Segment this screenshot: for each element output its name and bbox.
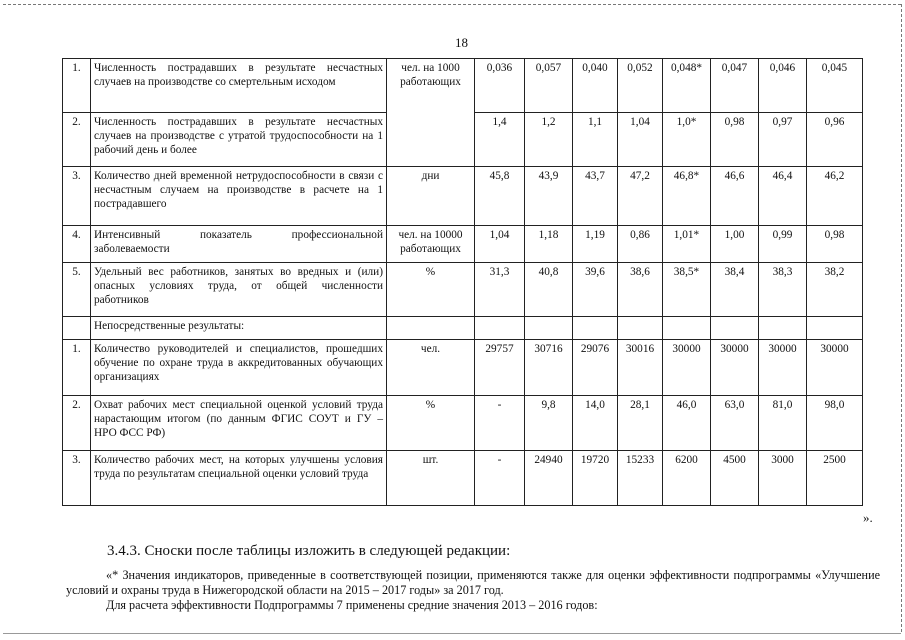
value-cell: 38,3 <box>759 263 807 317</box>
table-row <box>63 226 863 263</box>
value-cell: - <box>475 396 525 451</box>
value-cell <box>711 317 759 340</box>
value-cell: 30000 <box>807 340 863 396</box>
row-number: 2. <box>63 396 91 451</box>
value-cell: 3000 <box>759 451 807 506</box>
indicator-name: Охват рабочих мест специальной оценкой условий труда нарастающим итогом (по данным ФГИС СОУТ и ГУ – НРО ФСС РФ) <box>91 396 387 451</box>
value-cell: 0,99 <box>759 226 807 263</box>
unit-cell: чел. на 10000 работающих <box>387 226 475 263</box>
value-cell: 2500 <box>807 451 863 506</box>
value-cell: 14,0 <box>573 396 618 451</box>
value-cell: 63,0 <box>711 396 759 451</box>
value-cell: 46,6 <box>711 167 759 226</box>
table-row <box>63 340 863 396</box>
value-cell: 0,048* <box>663 59 711 113</box>
value-cell: 0,98 <box>807 226 863 263</box>
indicator-name: Количество рабочих мест, на которых улучшены условия труда по результатам специальной оценки условий труда <box>91 451 387 506</box>
indicator-name: Количество дней временной нетрудоспособности в связи с несчастным случаем на производстве в расчете на 1 пострадавшего <box>91 167 387 226</box>
value-cell: 29076 <box>573 340 618 396</box>
row-number: 3. <box>63 451 91 506</box>
page-frame-top <box>3 4 901 6</box>
value-cell: 30000 <box>663 340 711 396</box>
value-cell: 31,3 <box>475 263 525 317</box>
value-cell: 4500 <box>711 451 759 506</box>
footnote-paragraph: «* Значения индикаторов, приведенные в соответствующей позиции, применяются также для оценки эффективности подпрограммы «Улучшение условий и охраны труда в Нижегородской области на 2015 – 2017 годы» за 2017 год. <box>66 568 880 597</box>
indicator-name: Интенсивный показатель профессиональной заболеваемости <box>91 226 387 263</box>
value-cell: 46,2 <box>807 167 863 226</box>
indicator-name: Численность пострадавших в результате несчастных случаев на производстве с утратой трудоспособности на 1 рабочий день и более <box>91 113 387 167</box>
value-cell: 9,8 <box>525 396 573 451</box>
value-cell: 38,4 <box>711 263 759 317</box>
closing-quote: ». <box>863 510 873 525</box>
value-cell: 0,040 <box>573 59 618 113</box>
value-cell: 46,0 <box>663 396 711 451</box>
value-cell: 30000 <box>711 340 759 396</box>
value-cell: 0,052 <box>618 59 663 113</box>
value-cell: 45,8 <box>475 167 525 226</box>
value-cell: - <box>475 451 525 506</box>
row-number: 1. <box>63 340 91 396</box>
value-cell: 47,2 <box>618 167 663 226</box>
value-cell: 1,00 <box>711 226 759 263</box>
value-cell: 0,96 <box>807 113 863 167</box>
value-cell: 30016 <box>618 340 663 396</box>
unit-cell: % <box>387 263 475 317</box>
value-cell: 0,86 <box>618 226 663 263</box>
value-cell <box>475 317 525 340</box>
value-cell: 6200 <box>663 451 711 506</box>
value-cell: 1,1 <box>573 113 618 167</box>
value-cell: 19720 <box>573 451 618 506</box>
value-cell: 38,2 <box>807 263 863 317</box>
value-cell: 0,047 <box>711 59 759 113</box>
unit-cell <box>387 317 475 340</box>
row-number: 2. <box>63 113 91 167</box>
value-cell: 1,4 <box>475 113 525 167</box>
value-cell: 39,6 <box>573 263 618 317</box>
value-cell: 15233 <box>618 451 663 506</box>
page-frame-right <box>900 4 902 632</box>
unit-cell: чел. <box>387 340 475 396</box>
value-cell <box>573 317 618 340</box>
section-label: Непосредственные результаты: <box>91 317 387 340</box>
value-cell: 43,9 <box>525 167 573 226</box>
table-row <box>63 396 863 451</box>
unit-cell: дни <box>387 167 475 226</box>
value-cell: 43,7 <box>573 167 618 226</box>
unit-cell: чел. на 1000 работающих <box>387 59 475 167</box>
page-frame-bottom <box>3 632 901 634</box>
indicator-name: Количество руководителей и специалистов, прошедших обучение по охране труда в аккредитованных обучающих организациях <box>91 340 387 396</box>
table-row <box>63 263 863 317</box>
value-cell: 40,8 <box>525 263 573 317</box>
value-cell: 46,8* <box>663 167 711 226</box>
value-cell: 29757 <box>475 340 525 396</box>
value-cell: 30716 <box>525 340 573 396</box>
value-cell: 46,4 <box>759 167 807 226</box>
row-number: 5. <box>63 263 91 317</box>
table-row <box>63 59 863 113</box>
value-cell: 1,2 <box>525 113 573 167</box>
value-cell: 24940 <box>525 451 573 506</box>
row-number: 1. <box>63 59 91 113</box>
row-number <box>63 317 91 340</box>
value-cell: 1,04 <box>618 113 663 167</box>
value-cell: 1,18 <box>525 226 573 263</box>
value-cell: 0,046 <box>759 59 807 113</box>
value-cell: 38,5* <box>663 263 711 317</box>
value-cell: 81,0 <box>759 396 807 451</box>
value-cell <box>525 317 573 340</box>
table-row <box>63 167 863 226</box>
section-heading: 3.4.3. Сноски после таблицы изложить в следующей редакции: <box>107 543 511 559</box>
value-cell: 1,04 <box>475 226 525 263</box>
value-cell: 0,98 <box>711 113 759 167</box>
calculation-paragraph: Для расчета эффективности Подпрограммы 7 применены средние значения 2013 – 2016 годов: <box>106 598 598 612</box>
value-cell <box>807 317 863 340</box>
unit-cell: % <box>387 396 475 451</box>
value-cell: 38,6 <box>618 263 663 317</box>
unit-cell: шт. <box>387 451 475 506</box>
indicator-name: Удельный вес работников, занятых во вредных и (или) опасных условиях труда, от общей численности работников <box>91 263 387 317</box>
value-cell <box>663 317 711 340</box>
value-cell: 0,036 <box>475 59 525 113</box>
table-section-row <box>63 317 863 340</box>
value-cell <box>618 317 663 340</box>
table-row <box>63 451 863 506</box>
value-cell: 0,97 <box>759 113 807 167</box>
page-number: 18 <box>455 35 468 50</box>
value-cell: 1,19 <box>573 226 618 263</box>
value-cell: 1,0* <box>663 113 711 167</box>
indicator-name: Численность пострадавших в результате несчастных случаев на производстве со смертельным исходом <box>91 59 387 113</box>
value-cell: 1,01* <box>663 226 711 263</box>
indicators-table <box>62 58 863 506</box>
row-number: 4. <box>63 226 91 263</box>
value-cell <box>759 317 807 340</box>
value-cell: 98,0 <box>807 396 863 451</box>
value-cell: 30000 <box>759 340 807 396</box>
value-cell: 28,1 <box>618 396 663 451</box>
value-cell: 0,045 <box>807 59 863 113</box>
value-cell: 0,057 <box>525 59 573 113</box>
row-number: 3. <box>63 167 91 226</box>
